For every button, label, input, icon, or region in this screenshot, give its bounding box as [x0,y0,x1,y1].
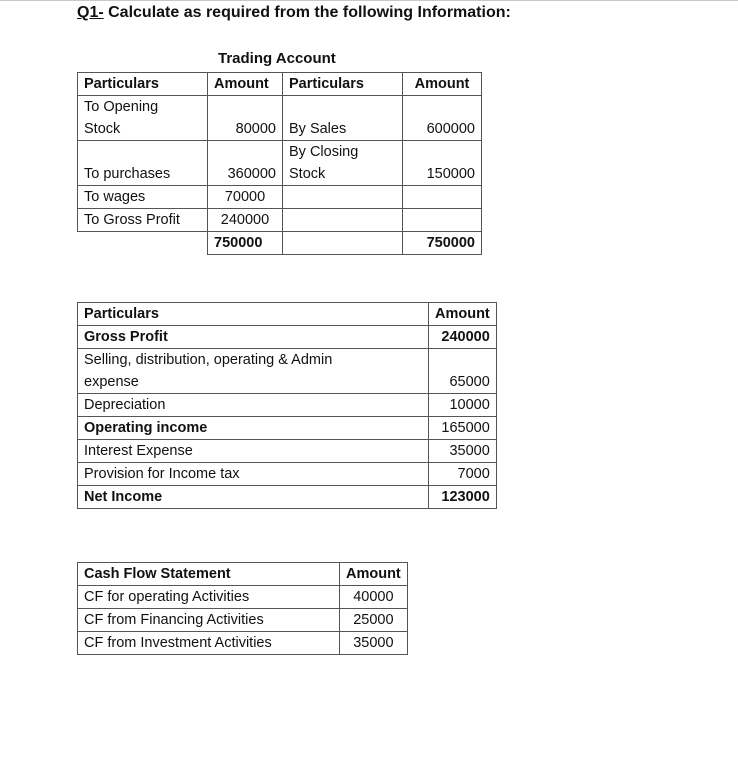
table-row [78,417,497,440]
header-particulars-left: Particulars [78,73,208,96]
empty-cell [403,186,482,209]
table-header-row [78,303,497,326]
label-cell: Interest Expense [78,440,429,463]
label-cell: Operating income [78,417,429,440]
label-line: Stock [289,166,326,182]
table-row [78,586,408,609]
header-amount-left: Amount [208,73,283,96]
particulars-cell: To purchases [78,141,208,186]
amount-cell: 70000 [208,186,283,209]
total-row [78,232,482,255]
amount-cell: 123000 [429,486,497,509]
table-row [78,463,497,486]
label-cell: CF from Investment Activities [78,632,340,655]
particulars-cell: To wages [78,186,208,209]
label-line: expense [84,374,139,390]
amount-cell: 25000 [340,609,408,632]
amount-cell: 35000 [429,440,497,463]
header-title: Cash Flow Statement [78,563,340,586]
header-particulars: Particulars [78,303,429,326]
table-row [78,96,482,141]
label-cell: Provision for Income tax [78,463,429,486]
page-top-rule [0,0,738,1]
empty-cell [283,186,403,209]
amount-cell: 150000 [403,141,482,186]
label-cell: Gross Profit [78,326,429,349]
table-row [78,632,408,655]
empty-cell [403,209,482,232]
amount-cell: 80000 [208,96,283,141]
header-amount: Amount [340,563,408,586]
table-header-row [78,563,408,586]
header-amount-right: Amount [403,73,482,96]
table-row [78,326,497,349]
question-text: Calculate as required from the following Information: [108,4,511,21]
amount-cell: 65000 [429,349,497,394]
header-amount: Amount [429,303,497,326]
question-heading [77,4,511,22]
label-cell: Net Income [78,486,429,509]
trading-account-table [77,72,482,255]
question-number: Q1- [77,4,104,21]
total-left: 750000 [208,232,283,255]
particulars-cell: By Sales [283,96,403,141]
empty-cell [78,232,208,255]
label-cell [78,349,429,394]
amount-cell: 600000 [403,96,482,141]
table-row [78,609,408,632]
empty-cell [283,232,403,255]
amount-cell: 165000 [429,417,497,440]
table-row [78,209,482,232]
table-header-row [78,73,482,96]
total-right: 750000 [403,232,482,255]
label-line: Selling, distribution, operating & Admin [84,352,333,368]
label-cell: Depreciation [78,394,429,417]
label-line: Stock [84,121,121,137]
table-row [78,349,497,394]
particulars-cell [283,141,403,186]
table-row [78,186,482,209]
amount-cell: 10000 [429,394,497,417]
amount-cell: 240000 [429,326,497,349]
empty-cell [283,209,403,232]
amount-cell: 360000 [208,141,283,186]
amount-cell: 35000 [340,632,408,655]
particulars-cell [78,96,208,141]
label-cell: CF from Financing Activities [78,609,340,632]
income-statement-table [77,302,497,509]
amount-cell: 240000 [208,209,283,232]
header-particulars-right: Particulars [283,73,403,96]
cash-flow-table [77,562,408,655]
table-row [78,486,497,509]
amount-cell: 40000 [340,586,408,609]
label-line: To Opening [84,99,159,115]
table-row [78,141,482,186]
label-line: By Closing [289,144,359,160]
trading-account-caption: Trading Account [218,50,336,67]
amount-cell: 7000 [429,463,497,486]
particulars-cell: To Gross Profit [78,209,208,232]
label-cell: CF for operating Activities [78,586,340,609]
table-row [78,394,497,417]
table-row [78,440,497,463]
